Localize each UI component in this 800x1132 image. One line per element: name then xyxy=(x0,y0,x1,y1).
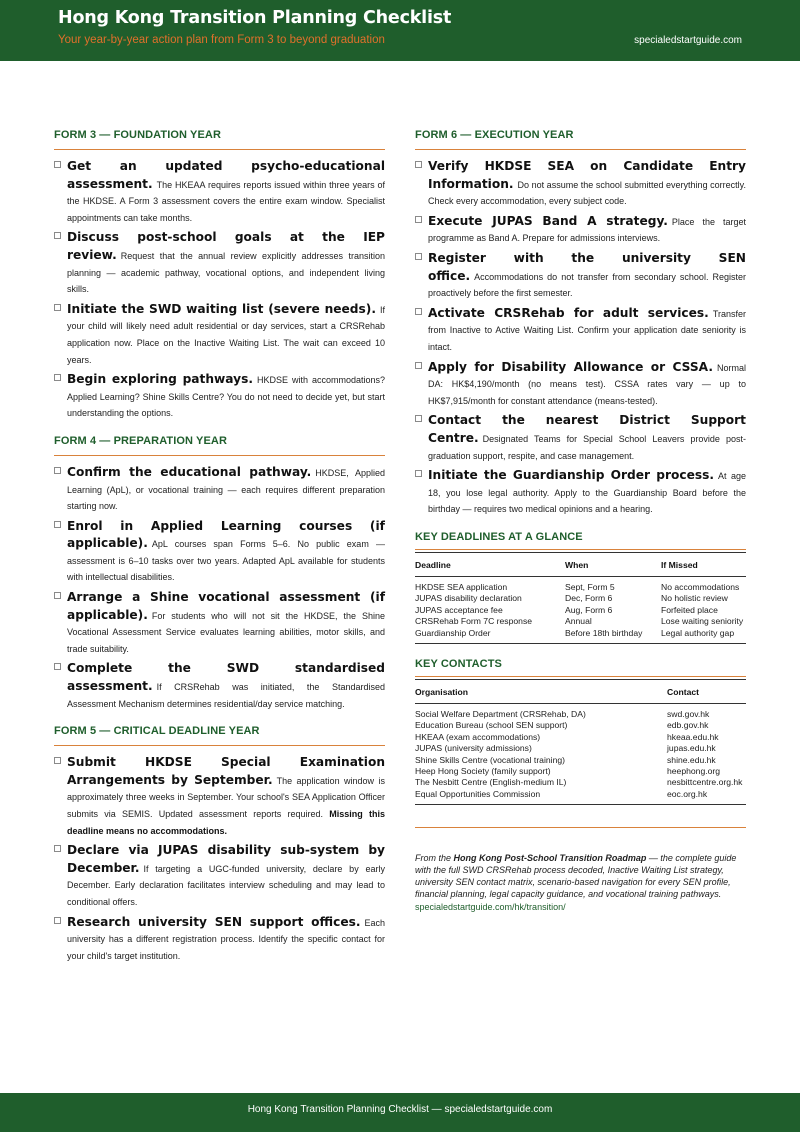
checklist-item-title: Get an updated psycho-educational assessment. xyxy=(67,159,385,191)
table-row xyxy=(415,766,746,777)
promo-prefix: From the xyxy=(415,853,454,864)
table-cell: Legal authority gap xyxy=(661,627,735,638)
form5-checklist xyxy=(54,754,385,964)
checklist-item-title: Discuss post-school goals at the IEP review. xyxy=(67,230,385,262)
checklist-item-body: The HKEAA requires reports issued within three years of the HKDSE. A Form 3 assessment covers the entire exam window. Specialist appointments can take months. xyxy=(67,179,385,223)
checklist-item-title: Complete the SWD standardised assessment. xyxy=(67,661,385,694)
checkbox-icon[interactable] xyxy=(415,253,422,260)
table-cell: nesbittcentre.org.hk xyxy=(667,777,743,788)
header-site-link[interactable]: specialedstartguide.com xyxy=(634,35,742,46)
table-cell: Shine Skills Centre (vocational training) xyxy=(415,754,565,765)
table-cell: heephong.org xyxy=(667,765,721,776)
deadlines-table xyxy=(415,552,746,644)
table-row xyxy=(415,755,746,766)
page-title: Hong Kong Transition Planning Checklist xyxy=(58,8,452,28)
table-row xyxy=(415,703,746,720)
checklist-item-title: Initiate the SWD waiting list (severe needs). xyxy=(67,301,376,316)
right-column xyxy=(415,129,746,912)
checklist-item xyxy=(415,467,746,518)
checkbox-icon[interactable] xyxy=(415,308,422,315)
checklist-item xyxy=(54,518,385,586)
checklist-item-body: Request that the annual review explicitly addresses transition planning — academic pathway, vocational options, and independent living skills. xyxy=(67,250,385,295)
checklist-item-body: Do not assume the school submitted everything correctly. Check every accommodation, every subject code. xyxy=(428,179,746,207)
checklist-item xyxy=(54,589,385,657)
checklist-item xyxy=(54,842,385,910)
table-cell: Annual xyxy=(565,616,592,627)
checkbox-icon[interactable] xyxy=(415,161,422,168)
checklist-item xyxy=(415,359,746,410)
deadlines-table-wrap xyxy=(415,549,746,644)
checklist-item-title: Arrange a Shine vocational assessment (if applicable). xyxy=(67,590,385,622)
table-cell: swd.gov.hk xyxy=(667,708,710,719)
checklist-item xyxy=(54,158,385,226)
table-row xyxy=(415,789,746,805)
table-cell: JUPAS (university admissions) xyxy=(415,743,532,754)
table-cell: Equal Opportunities Commission xyxy=(415,788,541,799)
contacts-header-row xyxy=(415,679,746,703)
checklist-item-title: Research university SEN support offices. xyxy=(67,914,361,929)
checklist-item xyxy=(54,914,385,965)
divider xyxy=(415,827,746,828)
promo-link[interactable]: specialedstartguide.com/hk/transition/ xyxy=(415,902,566,913)
checklist-item-title: Apply for Disability Allowance or CSSA. xyxy=(428,359,713,374)
checkbox-icon[interactable] xyxy=(415,470,422,477)
checklist-item xyxy=(54,464,385,515)
promo-book-title: Hong Kong Post-School Transition Roadmap xyxy=(453,853,647,864)
checkbox-icon[interactable] xyxy=(54,161,61,168)
checklist-item-title: Begin exploring pathways. xyxy=(67,372,253,387)
promo-description: — the complete guide with the full SWD CRSRehab process decoded, Inactive Waiting List strategy, university SEN contact matrix, scenario-based navigation for every SEN profile, financial planning, legal capacity guidance, and vocational training pathways. xyxy=(415,853,737,900)
table-cell: Forfeited place xyxy=(661,604,718,615)
checkbox-icon[interactable] xyxy=(54,304,61,311)
column-header: Organisation xyxy=(415,679,667,703)
form6-checklist xyxy=(415,158,746,518)
contacts-table-wrap xyxy=(415,676,746,805)
table-row xyxy=(415,777,746,788)
checklist-item-title: Declare via JUPAS disability sub-system by December. xyxy=(67,843,385,875)
checkbox-icon[interactable] xyxy=(54,374,61,381)
checklist-item-warning: Missing this deadline means no accommodations. xyxy=(67,809,385,836)
checklist-item-title: Verify HKDSE SEA on Candidate Entry Information. xyxy=(428,159,746,191)
table-cell: HKEAA (exam accommodations) xyxy=(415,731,541,742)
table-cell: No holistic review xyxy=(661,593,728,604)
table-row xyxy=(415,720,746,731)
table-cell: Lose waiting seniority xyxy=(661,616,744,627)
table-cell: CRSRehab Form 7C response xyxy=(415,616,533,627)
column-header: If Missed xyxy=(661,552,746,576)
checklist-item-body: The application window is approximately three weeks in September. Your school's SEA Application Officer submits via SEMIS. Updated assessment reports required. xyxy=(67,775,385,819)
checkbox-icon[interactable] xyxy=(415,362,422,369)
checklist-item-title: Initiate the Guardianship Order process. xyxy=(428,468,714,483)
checklist-item-body: Accommodations do not transfer from secondary school. Register proactively before the first semester. xyxy=(428,271,746,299)
checklist-item-body: If CRSRehab was initiated, the Standardised Assessment Mechanism determines residential/day service matching. xyxy=(67,682,385,709)
column-header: When xyxy=(565,552,661,576)
table-cell: shine.edu.hk xyxy=(667,754,716,765)
checklist-item-body: Place the target programme as Band A. Prepare for admissions interviews. xyxy=(428,216,746,244)
section-heading-deadlines: KEY DEADLINES AT A GLANCE xyxy=(415,530,583,543)
checkbox-icon[interactable] xyxy=(54,232,61,239)
table-cell: JUPAS acceptance fee xyxy=(415,604,503,615)
table-cell: hkeaa.edu.hk xyxy=(667,731,719,742)
left-column xyxy=(54,129,385,967)
checklist-item-title: Enrol in Applied Learning courses (if applicable). xyxy=(67,518,385,551)
checklist-item-title: Confirm the educational pathway. xyxy=(67,464,312,479)
checklist-item-body: Designated Teams for Special School Leavers provide post-graduation support, respite, and case management. xyxy=(428,433,746,461)
checkbox-icon[interactable] xyxy=(54,467,61,474)
table-cell: Aug, Form 6 xyxy=(565,604,613,615)
checklist-item xyxy=(415,305,746,356)
table-row xyxy=(415,628,746,644)
table-row xyxy=(415,605,746,616)
table-cell: edb.gov.hk xyxy=(667,720,709,731)
checklist-item xyxy=(415,158,746,210)
footer-text: Hong Kong Transition Planning Checklist — specialedstartguide.com xyxy=(247,1104,553,1115)
checklist-item xyxy=(54,301,385,368)
table-cell: HKDSE SEA application xyxy=(415,581,508,592)
checklist-item xyxy=(415,250,746,302)
checklist-item-body: HKDSE, Applied Learning (ApL), or vocational training — each requires different preparation starting now. xyxy=(67,467,385,512)
footer-banner xyxy=(0,1093,800,1132)
checklist-item xyxy=(54,660,385,712)
column-header: Contact xyxy=(667,679,746,703)
checkbox-icon[interactable] xyxy=(415,415,422,422)
section-heading-form3: FORM 3 — FOUNDATION YEAR xyxy=(54,129,385,150)
checklist-item xyxy=(415,412,746,464)
checklist-item-body: Transfer from Inactive to Active Waiting List. Confirm your application date seniority is intact. xyxy=(428,308,746,352)
checklist-item xyxy=(54,754,385,839)
table-row xyxy=(415,593,746,604)
section-heading-form4: FORM 4 — PREPARATION YEAR xyxy=(54,435,385,456)
table-cell: Guardianship Order xyxy=(415,627,491,638)
checklist-item xyxy=(54,371,385,422)
checklist-item-body: Normal DA: HK$4,190/month (no means test). CSSA rates vary — up to HK$7,915/month for constant attendance (means-tested). xyxy=(428,362,746,406)
table-cell: No accommodations xyxy=(661,581,740,592)
page-subtitle: Your year-by-year action plan from Form 3 to beyond graduation xyxy=(58,34,385,46)
table-cell: jupas.edu.hk xyxy=(667,743,716,754)
checkbox-icon[interactable] xyxy=(54,917,61,924)
table-row xyxy=(415,576,746,593)
checkbox-icon[interactable] xyxy=(54,757,61,764)
section-heading-contacts: KEY CONTACTS xyxy=(415,657,502,670)
table-cell: The Nesbitt Centre (English-medium IL) xyxy=(415,777,567,788)
checkbox-icon[interactable] xyxy=(54,521,61,528)
checklist-item-body: If your child will likely need adult residential or day services, start a CRSRehab application now. Place on the Inactive Waiting List. The wait can exceed 10 years. xyxy=(67,304,385,365)
table-cell: JUPAS disability declaration xyxy=(415,593,522,604)
checklist-item-body: HKDSE with accommodations? Applied Learning? Shine Skills Centre? You do not need to decide yet, but start understanding the options. xyxy=(67,375,385,419)
table-cell: Sept, Form 5 xyxy=(565,581,615,592)
form4-checklist xyxy=(54,464,385,712)
table-row xyxy=(415,616,746,627)
column-header: Deadline xyxy=(415,552,565,576)
checklist-item-title: Register with the university SEN office. xyxy=(428,250,746,283)
table-cell: Social Welfare Department (CRSRehab, DA) xyxy=(415,708,586,719)
checklist-item-body: At age 18, you lose legal authority. Apply to the Guardianship Board before the birthday — requires two medical opinions and a hearing. xyxy=(428,471,746,515)
table-cell: Before 18th birthday xyxy=(565,627,643,638)
contacts-table xyxy=(415,679,746,805)
checklist-item-title: Activate CRSRehab for adult services. xyxy=(428,305,709,320)
header-banner xyxy=(0,0,800,61)
checklist-item xyxy=(415,213,746,247)
checklist-item-title: Contact the nearest District Support Centre. xyxy=(428,413,746,445)
checklist-item-title: Execute JUPAS Band A strategy. xyxy=(428,213,668,228)
checklist-item xyxy=(54,229,385,297)
checkbox-icon[interactable] xyxy=(54,592,61,599)
checklist-item-body: If targeting a UGC-funded university, declare by early December. Early declaration facilitates interview scheduling and may lead to conditional offers. xyxy=(67,863,385,907)
checkbox-icon[interactable] xyxy=(54,845,61,852)
table-row xyxy=(415,732,746,743)
table-cell: Dec, Form 6 xyxy=(565,593,613,604)
checkbox-icon[interactable] xyxy=(415,216,422,223)
checklist-item-title: Submit HKDSE Special Examination Arrangements by September. xyxy=(67,755,385,787)
checklist-item-body: Each university has a different registration process. Identify the specific contact for your child's target institution. xyxy=(67,917,385,961)
table-cell: Education Bureau (school SEN support) xyxy=(415,720,568,731)
section-heading-form6: FORM 6 — EXECUTION YEAR xyxy=(415,129,746,150)
checkbox-icon[interactable] xyxy=(54,663,61,670)
promo-text xyxy=(415,852,746,900)
table-row xyxy=(415,743,746,754)
section-heading-form5: FORM 5 — CRITICAL DEADLINE YEAR xyxy=(54,725,385,746)
deadlines-header-row xyxy=(415,552,746,576)
checklist-item-body: For students who will not sit the HKDSE, the Shine Vocational Assessment Service evaluates learning abilities, motor skills, and trade suitability. xyxy=(67,610,385,654)
table-cell: Heep Hong Society (family support) xyxy=(415,765,551,776)
form3-checklist xyxy=(54,158,385,422)
table-cell: eoc.org.hk xyxy=(667,788,708,799)
checklist-item-body: ApL courses span Forms 5–6. No public exam — assessment is 6–10 tasks over two years. Adapted ApL available for students with intellectual disabilities. xyxy=(67,539,385,583)
